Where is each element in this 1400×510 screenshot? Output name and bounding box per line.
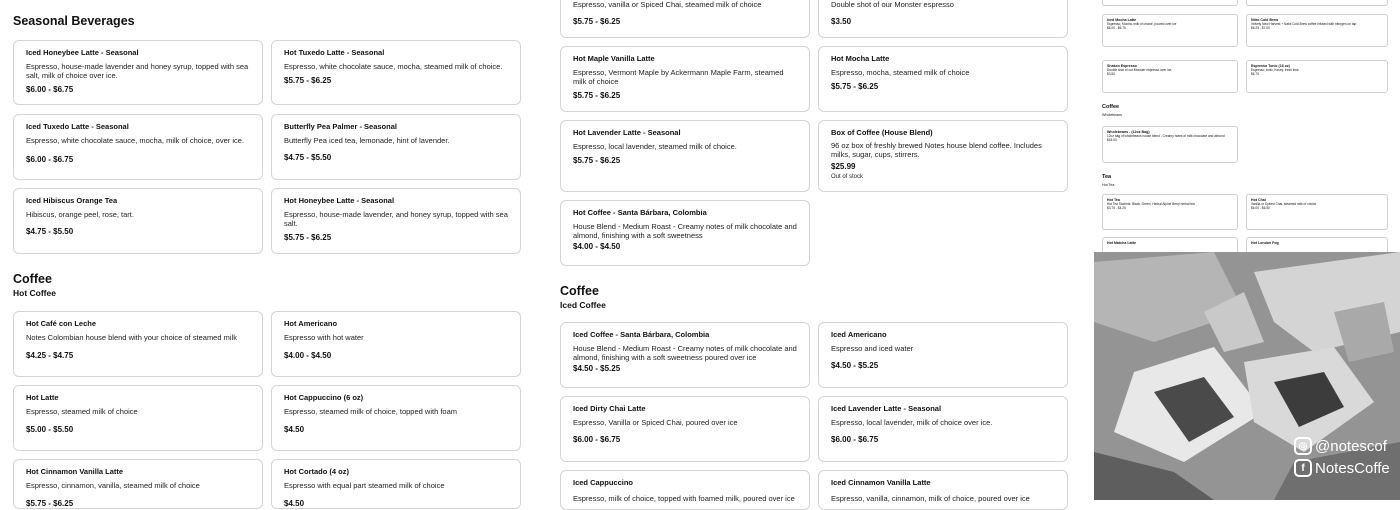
item-price: $4.50: [284, 425, 305, 434]
preview-item-nitro-cold-brew[interactable]: [1246, 14, 1388, 47]
coffee-section-title: Coffee: [13, 272, 52, 286]
item-name: Hot Honeybee Latte - Seasonal: [284, 196, 395, 205]
item-price: $4.50: [284, 499, 305, 508]
item-desc: Espresso, local lavender, steamed milk of choice.: [573, 142, 737, 151]
menu-item-hot-maple-vanilla-latte[interactable]: [560, 46, 810, 112]
item-price: $5.00 - $5.50: [26, 425, 74, 434]
item-price: $5.75 - $6.25: [573, 91, 621, 100]
menu-preview-panel: [1094, 0, 1400, 500]
menu-item-hot-cappuccino[interactable]: [271, 385, 521, 451]
preview-item[interactable]: [1102, 0, 1238, 6]
menu-item-box-of-coffee[interactable]: [818, 120, 1068, 192]
preview-desc: Espresso, tonic, honey, fresh lime.: [1251, 68, 1300, 72]
item-price: $4.75 - $5.50: [26, 227, 74, 236]
menu-item-top-left-partial[interactable]: [560, 0, 810, 38]
item-desc: Espresso with equal part steamed milk of choice: [284, 481, 445, 490]
menu-item-iced-cinnamon-vanilla-latte[interactable]: [818, 470, 1068, 510]
item-desc: Espresso, cinnamon, vanilla, steamed milk of choice: [26, 481, 200, 490]
item-desc: House Blend - Medium Roast - Creamy notes of milk chocolate and almond, finishing with a soft sweetness: [573, 222, 797, 240]
facebook-icon: f: [1294, 459, 1312, 477]
instagram-handle[interactable]: [1294, 436, 1394, 456]
menu-item-iced-cappuccino[interactable]: [560, 470, 810, 510]
preview-item-shaken-espresso[interactable]: [1102, 60, 1238, 93]
item-price: $3.50: [831, 17, 852, 26]
item-price: $5.75 - $6.25: [573, 17, 621, 26]
item-name: Hot Café con Leche: [26, 319, 97, 328]
preview-name: Espresso Tonic (16 oz): [1251, 64, 1290, 68]
preview-name: Iced Mocha Latte: [1107, 18, 1137, 22]
menu-item-iced-hibiscus-orange-tea[interactable]: [13, 188, 263, 254]
item-name: Butterfly Pea Palmer - Seasonal: [284, 122, 397, 131]
item-price: $6.00 - $6.75: [26, 155, 74, 164]
item-price: $6.00 - $6.75: [831, 435, 879, 444]
item-desc: Espresso, Vanilla or Spiced Chai, poured over ice: [573, 418, 738, 427]
menu-item-top-right-partial[interactable]: [818, 0, 1068, 38]
preview-name: Hot Tea: [1107, 198, 1120, 202]
item-price: $5.75 - $6.25: [26, 499, 74, 508]
item-price: $4.50 - $5.25: [573, 364, 621, 373]
item-name: Hot Cortado (4 oz): [284, 467, 349, 476]
menu-item-butterfly-pea-palmer[interactable]: [271, 114, 521, 180]
menu-item-hot-cafe-con-leche[interactable]: [13, 311, 263, 377]
item-desc: Espresso, house-made lavender, and honey syrup, topped with sea salt.: [284, 210, 508, 228]
preview-tea-title: Tea: [1102, 174, 1112, 180]
menu-item-hot-cortado[interactable]: [271, 459, 521, 509]
item-name: Hot Latte: [26, 393, 59, 402]
menu-item-hot-latte[interactable]: [13, 385, 263, 451]
preview-item-iced-mocha-latte[interactable]: [1102, 14, 1238, 47]
preview-desc: 12oz bag of wholebeans house blend - Creamy notes of milk chocolate and almond: [1107, 134, 1225, 138]
preview-name: Hot Chai: [1251, 198, 1266, 202]
preview-item[interactable]: [1246, 0, 1388, 6]
menu-item-hot-cinnamon-vanilla-latte[interactable]: [13, 459, 263, 509]
item-name: Hot Tuxedo Latte - Seasonal: [284, 48, 385, 57]
item-name: Iced Tuxedo Latte - Seasonal: [26, 122, 129, 131]
instagram-icon: ◎: [1294, 437, 1312, 455]
preview-desc: Double shot of our Monster espresso over ice.: [1107, 68, 1173, 72]
item-desc: Espresso, vanilla or Spiced Chai, steamed milk of choice: [573, 0, 762, 9]
item-desc: 96 oz box of freshly brewed Notes house blend coffee. Includes milks, sugar, cups, stirrers.: [831, 141, 1042, 159]
menu-item-hot-americano[interactable]: [271, 311, 521, 377]
item-price: $6.00 - $6.75: [26, 85, 74, 94]
item-price: $25.99: [831, 162, 856, 171]
item-price: $4.75 - $5.50: [284, 153, 332, 162]
item-desc: Espresso, local lavender, milk of choice over ice.: [831, 418, 993, 427]
item-desc: Butterfly Pea iced tea, lemonade, hint of lavender.: [284, 136, 450, 145]
iced-coffee-subtitle: Iced Coffee: [560, 300, 606, 310]
preview-price: $6.00 - $6.75: [1107, 26, 1126, 30]
menu-item-hot-honeybee-latte[interactable]: [271, 188, 521, 254]
item-name: Iced Coffee - Santa Bárbara, Colombia: [573, 330, 710, 339]
item-name: Iced Lavender Latte - Seasonal: [831, 404, 942, 413]
item-price: $4.50 - $5.25: [831, 361, 879, 370]
menu-item-hot-coffee-santa-barbara[interactable]: [560, 200, 810, 266]
menu-item-iced-dirty-chai-latte[interactable]: [560, 396, 810, 462]
preview-desc: Espresso, Mocha, milk of choice, poured over ice: [1107, 22, 1177, 26]
preview-name: Hot Matcha Latte: [1107, 241, 1136, 245]
preview-item-wholebeans[interactable]: [1102, 126, 1238, 163]
menu-item-hot-tuxedo-latte[interactable]: [271, 40, 521, 105]
item-name: Hot Mocha Latte: [831, 54, 890, 63]
item-desc: Espresso, steamed milk of choice, topped with foam: [284, 407, 457, 416]
item-desc: Notes Colombian house blend with your choice of steamed milk: [26, 333, 237, 342]
menu-item-iced-americano[interactable]: [818, 322, 1068, 388]
preview-name: Wholebeans - (12oz Bag): [1107, 130, 1150, 134]
item-desc: Espresso, steamed milk of choice: [26, 407, 138, 416]
preview-item-hot-chai[interactable]: [1246, 194, 1388, 230]
item-desc: Double shot of our Monster espresso: [831, 0, 954, 9]
item-desc: Espresso, milk of choice, topped with foamed milk, poured over ice: [573, 494, 795, 503]
seasonal-section-title: Seasonal Beverages: [13, 14, 135, 28]
preview-price: $6.75: [1251, 72, 1259, 76]
item-price: $4.25 - $4.75: [26, 351, 74, 360]
preview-price: $6.25 - $7.00: [1251, 26, 1270, 30]
menu-item-hot-lavender-latte[interactable]: [560, 120, 810, 192]
preview-desc: Velvety New Harvest + Nabii Cold Brew coffee infused with nitrogen on tap: [1251, 22, 1357, 26]
item-desc: Espresso, white chocolate sauce, mocha, milk of choice, over ice.: [26, 136, 245, 145]
item-price: $5.75 - $6.25: [284, 233, 332, 242]
item-desc: Espresso and iced water: [831, 344, 914, 353]
item-desc: Espresso, vanilla, cinnamon, milk of choice, poured over ice: [831, 494, 1030, 503]
item-price: $4.00 - $4.50: [573, 242, 621, 251]
item-name: Box of Coffee (House Blend): [831, 128, 933, 137]
preview-name: Hot London Fog: [1251, 241, 1279, 245]
preview-item-espresso-tonic[interactable]: [1246, 60, 1388, 93]
item-price: $5.75 - $6.25: [284, 76, 332, 85]
out-of-stock-label: Out of stock: [831, 174, 864, 180]
preview-hot-tea-subtitle: Hot Tea: [1102, 183, 1115, 187]
item-name: Hot Maple Vanilla Latte: [573, 54, 655, 63]
item-price: $6.00 - $6.75: [573, 435, 621, 444]
item-name: Hot Coffee - Santa Bárbara, Colombia: [573, 208, 707, 217]
hot-coffee-subtitle: Hot Coffee: [13, 288, 56, 298]
menu-item-iced-honeybee-latte[interactable]: [13, 40, 263, 105]
menu-item-iced-lavender-latte[interactable]: [818, 396, 1068, 462]
item-price: $5.75 - $6.25: [831, 82, 879, 91]
preview-item-hot-tea[interactable]: [1102, 194, 1238, 230]
item-desc: Espresso, white chocolate sauce, mocha, steamed milk of choice.: [284, 62, 503, 71]
preview-name: Shaken Espresso: [1107, 64, 1137, 68]
preview-coffee-title: Coffee: [1102, 104, 1120, 110]
item-name: Iced Cappuccino: [573, 478, 634, 487]
iced-coffee-section-title: Coffee: [560, 284, 599, 298]
preview-price: $6.00 - $6.50: [1251, 206, 1270, 210]
item-name: Hot Cinnamon Vanilla Latte: [26, 467, 124, 476]
item-name: Iced Cinnamon Vanilla Latte: [831, 478, 931, 487]
facebook-text: NotesCoffe: [1315, 459, 1390, 477]
facebook-handle[interactable]: [1294, 458, 1394, 478]
item-name: Iced Dirty Chai Latte: [573, 404, 646, 413]
preview-desc: Hot Tea Sachets: Black, Green, Herbal Alpine Berry herbal tea: [1107, 202, 1195, 206]
preview-price: $18.00: [1107, 138, 1117, 142]
item-name: Iced Hibiscus Orange Tea: [26, 196, 118, 205]
item-desc: Espresso, house-made lavender and honey syrup, topped with sea salt, milk of choice over ice.: [26, 62, 249, 80]
preview-price: $3.50: [1107, 72, 1115, 76]
item-name: Hot Cappuccino (6 oz): [284, 393, 364, 402]
item-name: Hot Americano: [284, 319, 338, 328]
item-name: Hot Lavender Latte - Seasonal: [573, 128, 681, 137]
item-desc: Espresso, mocha, steamed milk of choice: [831, 68, 970, 77]
preview-price: $3.75 - $4.25: [1107, 206, 1126, 210]
item-price: $4.00 - $4.50: [284, 351, 332, 360]
menu-item-iced-tuxedo-latte[interactable]: [13, 114, 263, 180]
preview-desc: Vanilla or Spiced Chai, steamed milk of choice: [1251, 202, 1317, 206]
menu-item-hot-mocha-latte[interactable]: [818, 46, 1068, 112]
item-price: $5.75 - $6.25: [573, 156, 621, 165]
item-desc: House Blend - Medium Roast - Creamy notes of milk chocolate and almond, finishing with a soft sweetness poured over ice: [573, 344, 797, 362]
menu-item-iced-coffee-santa-barbara[interactable]: [560, 322, 810, 388]
item-name: Iced Honeybee Latte - Seasonal: [26, 48, 139, 57]
instagram-text: @notescof: [1315, 437, 1387, 455]
preview-wholebeans-subtitle: Wholebeans: [1102, 113, 1122, 117]
preview-name: Nitro Cold Brew: [1251, 18, 1279, 22]
item-name: Iced Americano: [831, 330, 887, 339]
item-desc: Espresso with hot water: [284, 333, 364, 342]
item-desc: Hibiscus, orange peel, rose, tart.: [26, 210, 134, 219]
item-desc: Espresso, Vermont Maple by Ackermann Maple Farm, steamed milk of choice: [573, 68, 784, 86]
